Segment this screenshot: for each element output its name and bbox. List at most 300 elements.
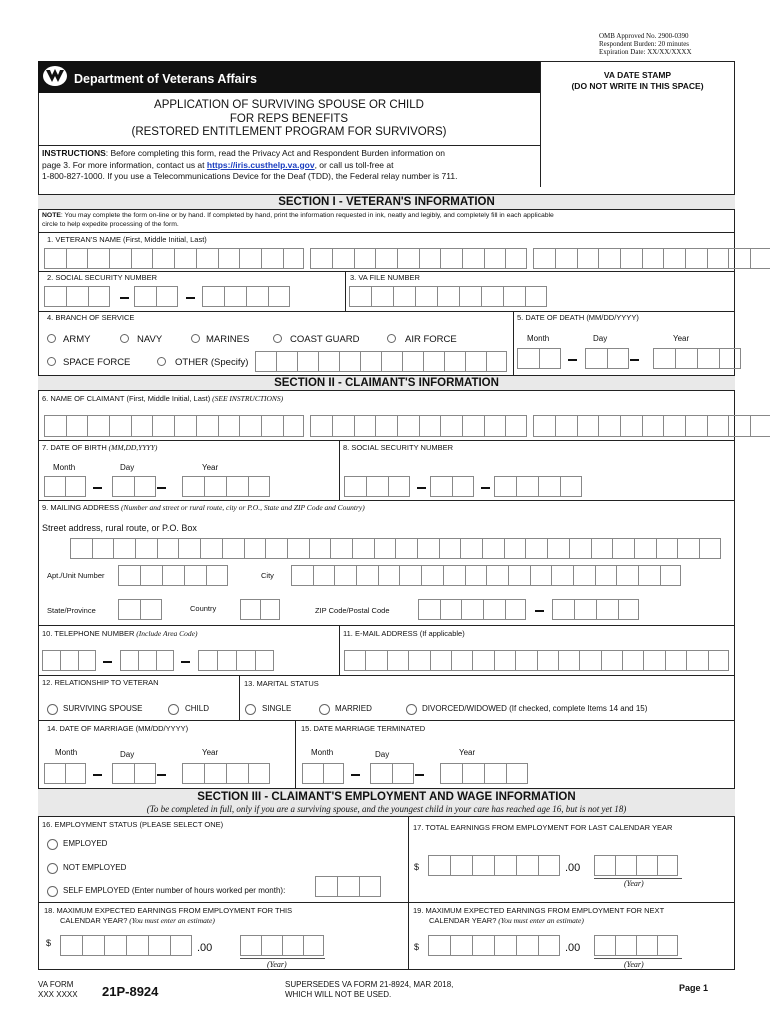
input-cell[interactable] [642, 415, 664, 437]
input-cell[interactable] [248, 763, 270, 784]
input-cell[interactable] [596, 599, 618, 620]
single-radio[interactable] [245, 704, 256, 715]
input-cell[interactable] [503, 286, 525, 307]
input-cell[interactable] [677, 538, 699, 559]
input-cell[interactable] [134, 763, 156, 784]
input-cell[interactable] [354, 248, 376, 269]
input-cell[interactable] [443, 565, 465, 586]
earnings-year-boxes[interactable] [594, 855, 678, 876]
input-cell[interactable] [388, 476, 410, 497]
input-cell[interactable] [451, 650, 472, 671]
input-cell[interactable] [140, 565, 162, 586]
input-cell[interactable] [685, 415, 707, 437]
input-cell[interactable] [334, 565, 356, 586]
other-specify-boxes[interactable] [255, 351, 507, 372]
input-cell[interactable] [636, 855, 657, 876]
input-cell[interactable] [750, 415, 770, 437]
divorced-radio[interactable] [406, 704, 417, 715]
input-cell[interactable] [309, 538, 331, 559]
input-cell[interactable] [387, 650, 408, 671]
input-cell[interactable] [598, 415, 620, 437]
input-cell[interactable] [516, 855, 538, 876]
input-cell[interactable] [248, 476, 270, 497]
input-cell[interactable] [484, 248, 506, 269]
input-cell[interactable] [462, 248, 484, 269]
input-cell[interactable] [315, 876, 337, 897]
input-cell[interactable] [707, 248, 729, 269]
input-cell[interactable] [439, 538, 461, 559]
input-cell[interactable] [601, 650, 622, 671]
input-cell[interactable] [728, 248, 750, 269]
army-radio[interactable] [47, 334, 56, 343]
input-cell[interactable] [310, 248, 332, 269]
input-cell[interactable] [265, 538, 287, 559]
input-cell[interactable] [663, 415, 685, 437]
input-cell[interactable] [397, 248, 419, 269]
input-cell[interactable] [697, 348, 719, 369]
input-cell[interactable] [112, 763, 134, 784]
input-cell[interactable] [504, 538, 526, 559]
input-cell[interactable] [287, 538, 309, 559]
input-cell[interactable] [517, 348, 539, 369]
input-cell[interactable] [204, 476, 226, 497]
this-year-boxes[interactable] [240, 935, 324, 956]
input-cell[interactable] [261, 415, 283, 437]
input-cell[interactable] [344, 650, 365, 671]
input-cell[interactable] [663, 248, 685, 269]
input-cell[interactable] [239, 415, 261, 437]
input-cell[interactable] [66, 415, 88, 437]
input-cell[interactable] [246, 286, 268, 307]
not-employed-radio[interactable] [47, 863, 58, 874]
input-cell[interactable] [109, 415, 131, 437]
input-cell[interactable] [332, 248, 354, 269]
input-cell[interactable] [421, 565, 443, 586]
input-cell[interactable] [354, 415, 376, 437]
input-cell[interactable] [551, 565, 573, 586]
input-cell[interactable] [356, 565, 378, 586]
input-cell[interactable] [538, 855, 560, 876]
input-cell[interactable] [515, 650, 536, 671]
veteran-name-boxes[interactable] [44, 248, 770, 269]
input-cell[interactable] [465, 351, 486, 372]
input-cell[interactable] [685, 248, 707, 269]
hours-boxes[interactable] [315, 876, 381, 897]
claimant-ssn-boxes[interactable] [344, 476, 582, 497]
input-cell[interactable] [174, 415, 196, 437]
input-cell[interactable] [60, 650, 78, 671]
input-cell[interactable] [359, 876, 381, 897]
other-radio[interactable] [157, 357, 166, 366]
input-cell[interactable] [616, 565, 638, 586]
input-cell[interactable] [430, 650, 451, 671]
input-cell[interactable] [618, 599, 640, 620]
input-cell[interactable] [44, 248, 66, 269]
input-cell[interactable] [226, 763, 248, 784]
input-cell[interactable] [708, 650, 729, 671]
input-cell[interactable] [494, 650, 515, 671]
input-cell[interactable] [560, 476, 582, 497]
input-cell[interactable] [595, 565, 617, 586]
input-cell[interactable] [156, 650, 174, 671]
input-cell[interactable] [643, 650, 664, 671]
input-cell[interactable] [397, 415, 419, 437]
input-cell[interactable] [113, 538, 135, 559]
zip-boxes[interactable] [418, 599, 639, 620]
street-boxes[interactable] [70, 538, 721, 559]
country-boxes[interactable] [240, 599, 280, 620]
email-boxes[interactable] [344, 650, 729, 671]
input-cell[interactable] [750, 248, 770, 269]
input-cell[interactable] [486, 565, 508, 586]
space-force-radio[interactable] [47, 357, 56, 366]
input-cell[interactable] [200, 538, 222, 559]
input-cell[interactable] [135, 538, 157, 559]
input-cell[interactable] [525, 286, 547, 307]
help-link[interactable]: https://iris.custhelp.va.gov [206, 159, 315, 170]
input-cell[interactable] [483, 599, 505, 620]
input-cell[interactable] [134, 286, 156, 307]
input-cell[interactable] [494, 855, 516, 876]
input-cell[interactable] [60, 935, 82, 956]
navy-radio[interactable] [120, 334, 129, 343]
input-cell[interactable] [291, 565, 313, 586]
input-cell[interactable] [240, 599, 260, 620]
this-year-earnings-boxes[interactable] [60, 935, 192, 956]
input-cell[interactable] [170, 935, 192, 956]
input-cell[interactable] [558, 650, 579, 671]
input-cell[interactable] [516, 935, 538, 956]
input-cell[interactable] [508, 565, 530, 586]
total-earnings-boxes[interactable] [428, 855, 560, 876]
input-cell[interactable] [417, 538, 439, 559]
next-year-earnings-boxes[interactable] [428, 935, 560, 956]
input-cell[interactable] [126, 935, 148, 956]
input-cell[interactable] [579, 650, 600, 671]
input-cell[interactable] [303, 935, 324, 956]
input-cell[interactable] [657, 855, 678, 876]
input-cell[interactable] [196, 248, 218, 269]
input-cell[interactable] [381, 351, 402, 372]
input-cell[interactable] [255, 650, 274, 671]
input-cell[interactable] [591, 538, 613, 559]
input-cell[interactable] [178, 538, 200, 559]
input-cell[interactable] [538, 476, 560, 497]
input-cell[interactable] [374, 538, 396, 559]
input-cell[interactable] [686, 650, 707, 671]
input-cell[interactable] [437, 286, 459, 307]
input-cell[interactable] [612, 538, 634, 559]
input-cell[interactable] [88, 286, 110, 307]
input-cell[interactable] [622, 650, 643, 671]
input-cell[interactable] [87, 248, 109, 269]
air-force-radio[interactable] [387, 334, 396, 343]
input-cell[interactable] [184, 565, 206, 586]
coast-guard-radio[interactable] [273, 334, 282, 343]
input-cell[interactable] [268, 286, 290, 307]
input-cell[interactable] [472, 650, 493, 671]
input-cell[interactable] [156, 286, 178, 307]
input-cell[interactable] [465, 565, 487, 586]
input-cell[interactable] [310, 415, 332, 437]
input-cell[interactable] [337, 876, 359, 897]
input-cell[interactable] [44, 476, 65, 497]
input-cell[interactable] [462, 763, 484, 784]
input-cell[interactable] [92, 538, 114, 559]
input-cell[interactable] [239, 248, 261, 269]
input-cell[interactable] [642, 248, 664, 269]
input-cell[interactable] [283, 415, 305, 437]
input-cell[interactable] [118, 599, 140, 620]
input-cell[interactable] [585, 348, 607, 369]
marines-radio[interactable] [191, 334, 200, 343]
input-cell[interactable] [656, 538, 678, 559]
input-cell[interactable] [44, 286, 66, 307]
input-cell[interactable] [660, 565, 682, 586]
phone-boxes[interactable] [42, 650, 274, 671]
input-cell[interactable] [418, 599, 440, 620]
input-cell[interactable] [552, 599, 574, 620]
input-cell[interactable] [539, 348, 561, 369]
apt-boxes[interactable] [118, 565, 228, 586]
input-cell[interactable] [65, 476, 86, 497]
input-cell[interactable] [330, 538, 352, 559]
input-cell[interactable] [484, 415, 506, 437]
input-cell[interactable] [218, 415, 240, 437]
input-cell[interactable] [607, 348, 629, 369]
input-cell[interactable] [260, 599, 280, 620]
input-cell[interactable] [226, 476, 248, 497]
input-cell[interactable] [152, 415, 174, 437]
input-cell[interactable] [204, 763, 226, 784]
input-cell[interactable] [313, 565, 335, 586]
death-date-boxes[interactable] [517, 348, 741, 369]
input-cell[interactable] [44, 763, 65, 784]
input-cell[interactable] [255, 351, 276, 372]
input-cell[interactable] [482, 538, 504, 559]
input-cell[interactable] [371, 286, 393, 307]
input-cell[interactable] [594, 855, 615, 876]
input-cell[interactable] [339, 351, 360, 372]
input-cell[interactable] [276, 351, 297, 372]
input-cell[interactable] [70, 538, 92, 559]
input-cell[interactable] [430, 476, 452, 497]
input-cell[interactable] [378, 565, 400, 586]
input-cell[interactable] [224, 286, 246, 307]
input-cell[interactable] [202, 286, 224, 307]
input-cell[interactable] [494, 935, 516, 956]
input-cell[interactable] [547, 538, 569, 559]
input-cell[interactable] [620, 248, 642, 269]
input-cell[interactable] [450, 935, 472, 956]
input-cell[interactable] [459, 286, 481, 307]
input-cell[interactable] [537, 650, 558, 671]
input-cell[interactable] [460, 538, 482, 559]
input-cell[interactable] [152, 248, 174, 269]
claimant-name-boxes[interactable] [44, 415, 770, 437]
input-cell[interactable] [283, 248, 305, 269]
input-cell[interactable] [555, 248, 577, 269]
input-cell[interactable] [440, 599, 462, 620]
input-cell[interactable] [440, 763, 462, 784]
input-cell[interactable] [393, 286, 415, 307]
input-cell[interactable] [109, 248, 131, 269]
input-cell[interactable] [240, 935, 261, 956]
input-cell[interactable] [352, 538, 374, 559]
input-cell[interactable] [440, 248, 462, 269]
input-cell[interactable] [134, 476, 156, 497]
input-cell[interactable] [318, 351, 339, 372]
input-cell[interactable] [444, 351, 465, 372]
input-cell[interactable] [665, 650, 686, 671]
input-cell[interactable] [360, 351, 381, 372]
input-cell[interactable] [138, 650, 156, 671]
input-cell[interactable] [402, 351, 423, 372]
input-cell[interactable] [42, 650, 60, 671]
input-cell[interactable] [349, 286, 371, 307]
input-cell[interactable] [533, 248, 555, 269]
input-cell[interactable] [44, 415, 66, 437]
input-cell[interactable] [505, 415, 527, 437]
va-file-boxes[interactable] [349, 286, 547, 307]
input-cell[interactable] [365, 650, 386, 671]
input-cell[interactable] [131, 248, 153, 269]
input-cell[interactable] [120, 650, 138, 671]
input-cell[interactable] [569, 538, 591, 559]
input-cell[interactable] [217, 650, 236, 671]
input-cell[interactable] [131, 415, 153, 437]
input-cell[interactable] [366, 476, 388, 497]
input-cell[interactable] [638, 565, 660, 586]
input-cell[interactable] [594, 935, 615, 956]
input-cell[interactable] [162, 565, 184, 586]
input-cell[interactable] [392, 763, 414, 784]
input-cell[interactable] [538, 935, 560, 956]
input-cell[interactable] [261, 935, 282, 956]
input-cell[interactable] [574, 599, 596, 620]
input-cell[interactable] [707, 415, 729, 437]
input-cell[interactable] [157, 538, 179, 559]
input-cell[interactable] [415, 286, 437, 307]
input-cell[interactable] [344, 476, 366, 497]
input-cell[interactable] [302, 763, 323, 784]
input-cell[interactable] [112, 476, 134, 497]
input-cell[interactable] [452, 476, 474, 497]
input-cell[interactable] [332, 415, 354, 437]
input-cell[interactable] [450, 855, 472, 876]
input-cell[interactable] [323, 763, 344, 784]
input-cell[interactable] [598, 248, 620, 269]
input-cell[interactable] [653, 348, 675, 369]
child-radio[interactable] [168, 704, 179, 715]
self-employed-radio[interactable] [47, 886, 58, 897]
input-cell[interactable] [408, 650, 429, 671]
input-cell[interactable] [472, 855, 494, 876]
input-cell[interactable] [615, 855, 636, 876]
state-boxes[interactable] [118, 599, 162, 620]
input-cell[interactable] [395, 538, 417, 559]
input-cell[interactable] [577, 415, 599, 437]
input-cell[interactable] [174, 248, 196, 269]
input-cell[interactable] [573, 565, 595, 586]
input-cell[interactable] [620, 415, 642, 437]
input-cell[interactable] [525, 538, 547, 559]
input-cell[interactable] [461, 599, 483, 620]
input-cell[interactable] [494, 476, 516, 497]
input-cell[interactable] [66, 248, 88, 269]
input-cell[interactable] [297, 351, 318, 372]
input-cell[interactable] [462, 415, 484, 437]
input-cell[interactable] [399, 565, 421, 586]
input-cell[interactable] [472, 935, 494, 956]
input-cell[interactable] [182, 763, 204, 784]
input-cell[interactable] [140, 599, 162, 620]
input-cell[interactable] [533, 415, 555, 437]
input-cell[interactable] [370, 763, 392, 784]
input-cell[interactable] [282, 935, 303, 956]
input-cell[interactable] [675, 348, 697, 369]
input-cell[interactable] [104, 935, 126, 956]
input-cell[interactable] [206, 565, 228, 586]
input-cell[interactable] [118, 565, 140, 586]
input-cell[interactable] [636, 935, 657, 956]
input-cell[interactable] [419, 415, 441, 437]
veteran-ssn-boxes[interactable] [44, 286, 290, 307]
spouse-radio[interactable] [47, 704, 58, 715]
input-cell[interactable] [218, 248, 240, 269]
input-cell[interactable] [82, 935, 104, 956]
input-cell[interactable] [530, 565, 552, 586]
input-cell[interactable] [634, 538, 656, 559]
input-cell[interactable] [484, 763, 506, 784]
input-cell[interactable] [505, 248, 527, 269]
city-boxes[interactable] [291, 565, 681, 586]
input-cell[interactable] [65, 763, 86, 784]
input-cell[interactable] [198, 650, 217, 671]
next-year-boxes[interactable] [594, 935, 678, 956]
input-cell[interactable] [728, 415, 750, 437]
input-cell[interactable] [66, 286, 88, 307]
input-cell[interactable] [196, 415, 218, 437]
input-cell[interactable] [78, 650, 96, 671]
input-cell[interactable] [375, 415, 397, 437]
employed-radio[interactable] [47, 839, 58, 850]
input-cell[interactable] [236, 650, 255, 671]
input-cell[interactable] [615, 935, 636, 956]
input-cell[interactable] [428, 935, 450, 956]
married-radio[interactable] [319, 704, 330, 715]
input-cell[interactable] [244, 538, 266, 559]
input-cell[interactable] [261, 248, 283, 269]
input-cell[interactable] [516, 476, 538, 497]
input-cell[interactable] [657, 935, 678, 956]
input-cell[interactable] [423, 351, 444, 372]
input-cell[interactable] [506, 763, 528, 784]
input-cell[interactable] [481, 286, 503, 307]
input-cell[interactable] [87, 415, 109, 437]
input-cell[interactable] [148, 935, 170, 956]
input-cell[interactable] [719, 348, 741, 369]
input-cell[interactable] [375, 248, 397, 269]
input-cell[interactable] [505, 599, 527, 620]
input-cell[interactable] [222, 538, 244, 559]
input-cell[interactable] [555, 415, 577, 437]
input-cell[interactable] [419, 248, 441, 269]
input-cell[interactable] [699, 538, 721, 559]
input-cell[interactable] [428, 855, 450, 876]
input-cell[interactable] [440, 415, 462, 437]
input-cell[interactable] [577, 248, 599, 269]
